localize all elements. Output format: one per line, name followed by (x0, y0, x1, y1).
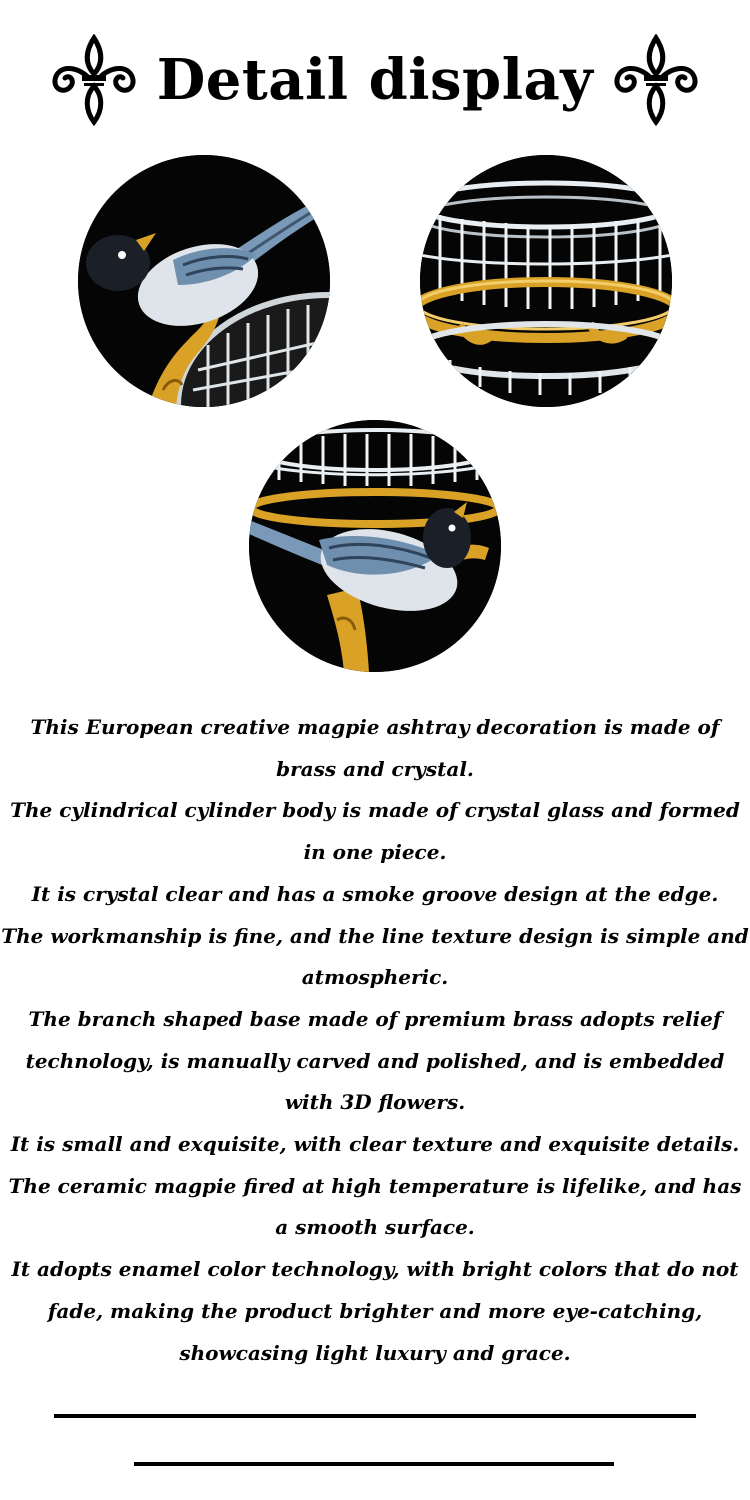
detail-header (0, 30, 750, 130)
description-paragraph: The branch shaped base made of premium brass adopts relief technology, is manually carved and polished, and is embedded with 3D flowers. (25, 1006, 725, 1115)
magpie-on-brass-base-detail-image (249, 420, 501, 672)
divider-line (54, 1414, 696, 1418)
magpie-head-detail-image (78, 155, 330, 407)
description-paragraph: It is small and exquisite, with clear texture and exquisite details. (10, 1132, 740, 1157)
crystal-rim-detail-image (420, 155, 672, 407)
page-title: Detail display (156, 47, 594, 113)
description-paragraph: The ceramic magpie fired at high temperature is lifelike, and has a smooth surface. (8, 1173, 742, 1240)
description-paragraph: It adopts enamel color technology, with bright colors that do not fade, making the product brighter and more eye-catching, showcasing light luxury and grace. (11, 1257, 739, 1365)
fleur-de-lis-icon (611, 34, 701, 126)
fleur-de-lis-icon (49, 34, 139, 126)
description-paragraph: The cylindrical cylinder body is made of crystal glass and formed in one piece. (10, 798, 740, 865)
description-paragraph: This European creative magpie ashtray decoration is made of brass and crystal. (30, 715, 720, 781)
divider-line (134, 1462, 614, 1466)
product-description (0, 707, 750, 1374)
description-paragraph: The workmanship is fine, and the line texture design is simple and atmospheric. (1, 923, 749, 990)
description-paragraph: It is crystal clear and has a smoke groove design at the edge. (31, 881, 719, 906)
